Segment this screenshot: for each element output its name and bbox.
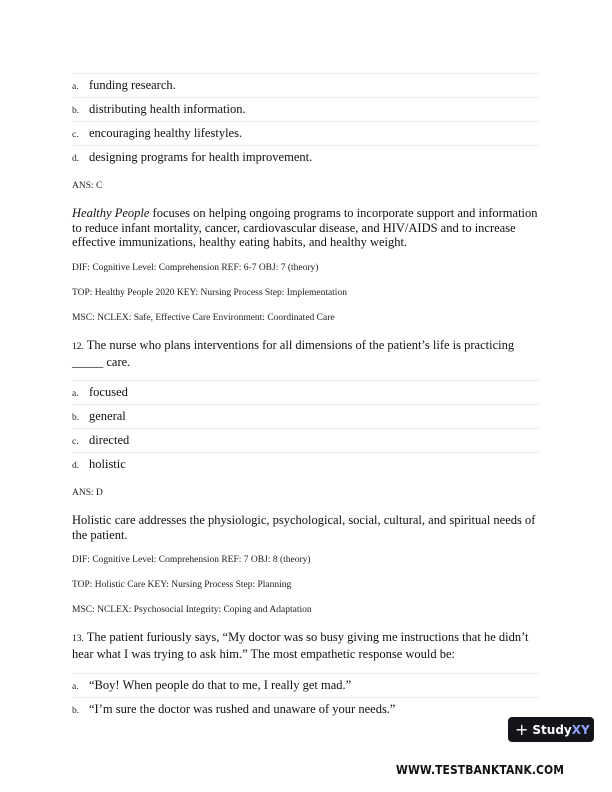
option-letter: b. (72, 706, 80, 716)
q12-msc: MSC: NCLEX: Psychosocial Integrity: Coping and Adaptation (72, 605, 312, 615)
q13-number: 13. (72, 634, 84, 644)
option-letter: c. (72, 130, 79, 140)
q12-stem-text: The nurse who plans interventions for all dimensions of the patient’s life is practicing _____ care. (72, 338, 515, 369)
option-text: general (89, 409, 126, 423)
option-text: focused (89, 385, 128, 399)
option-letter: d. (72, 154, 80, 164)
option-letter: d. (72, 461, 80, 471)
q11-top: TOP: Healthy People 2020 KEY: Nursing Process Step: Implementation (72, 288, 347, 298)
q12-option-d (72, 452, 540, 476)
option-text: funding research. (89, 78, 176, 92)
q11-rationale (72, 206, 542, 250)
option-text: designing programs for health improvement. (89, 150, 313, 164)
q13-stem-text: The patient furiously says, “My doctor was so busy giving me instructions that he didn’t hear what I was trying to ask him.” The most empathetic response would be: (72, 630, 529, 661)
q12-top: TOP: Holistic Care KEY: Nursing Process Step: Planning (72, 580, 292, 590)
q12-stem (72, 338, 542, 369)
studyxy-logo-text (532, 723, 589, 737)
q11-dif: DIF: Cognitive Level: Comprehension REF: 6-7 OBJ: 7 (theory) (72, 263, 319, 273)
q12-option-c (72, 428, 540, 452)
option-letter: b. (72, 413, 80, 423)
q11-option-c (72, 121, 540, 145)
q12-option-b (72, 404, 540, 428)
q13-stem (72, 630, 542, 661)
studyxy-xy: XY (571, 722, 590, 737)
q12-options (72, 380, 540, 476)
option-text: distributing health information. (89, 102, 246, 116)
q12-number: 12. (72, 342, 84, 352)
option-letter: b. (72, 106, 80, 116)
q12-option-a (72, 380, 540, 404)
q12-rationale: Holistic care addresses the physiologic, psychological, social, cultural, and spiritual needs of the patient. (72, 513, 536, 542)
option-letter: a. (72, 389, 79, 399)
option-text: directed (89, 433, 130, 447)
site-url[interactable]: WWW.TESTBANKTANK.COM (396, 762, 565, 777)
plus-icon: + (515, 719, 529, 739)
option-text: “Boy! When people do that to me, I really get mad.” (89, 678, 352, 692)
q12-dif: DIF: Cognitive Level: Comprehension REF: 7 OBJ: 8 (theory) (72, 555, 311, 565)
option-text: holistic (89, 457, 126, 471)
option-text: encouraging healthy lifestyles. (89, 126, 243, 140)
q12-answer: ANS: D (72, 488, 103, 498)
q13-option-b (72, 697, 540, 721)
option-text: “I’m sure the doctor was rushed and unaware of your needs.” (89, 702, 396, 716)
studyxy-badge[interactable] (508, 717, 594, 742)
q11-rationale-title: Healthy People (72, 206, 150, 220)
q11-option-d (72, 145, 540, 169)
option-letter: a. (72, 82, 79, 92)
q11-msc: MSC: NCLEX: Safe, Effective Care Environment: Coordinated Care (72, 313, 335, 323)
q13-options (72, 673, 540, 721)
q11-option-b (72, 97, 540, 121)
option-letter: a. (72, 682, 79, 692)
q11-options (72, 73, 540, 169)
q13-option-a (72, 673, 540, 697)
studyxy-study: Study (532, 722, 572, 737)
option-letter: c. (72, 437, 79, 447)
q11-answer: ANS: C (72, 181, 103, 191)
q11-rationale-text: focuses on helping ongoing programs to incorporate support and information to reduce infant mortality, cancer, cardiovascular disease, and HIV/AIDS and to increase effective immunizations, healthy eating habits, and healthy weight. (72, 206, 538, 249)
q11-option-a (72, 73, 540, 97)
